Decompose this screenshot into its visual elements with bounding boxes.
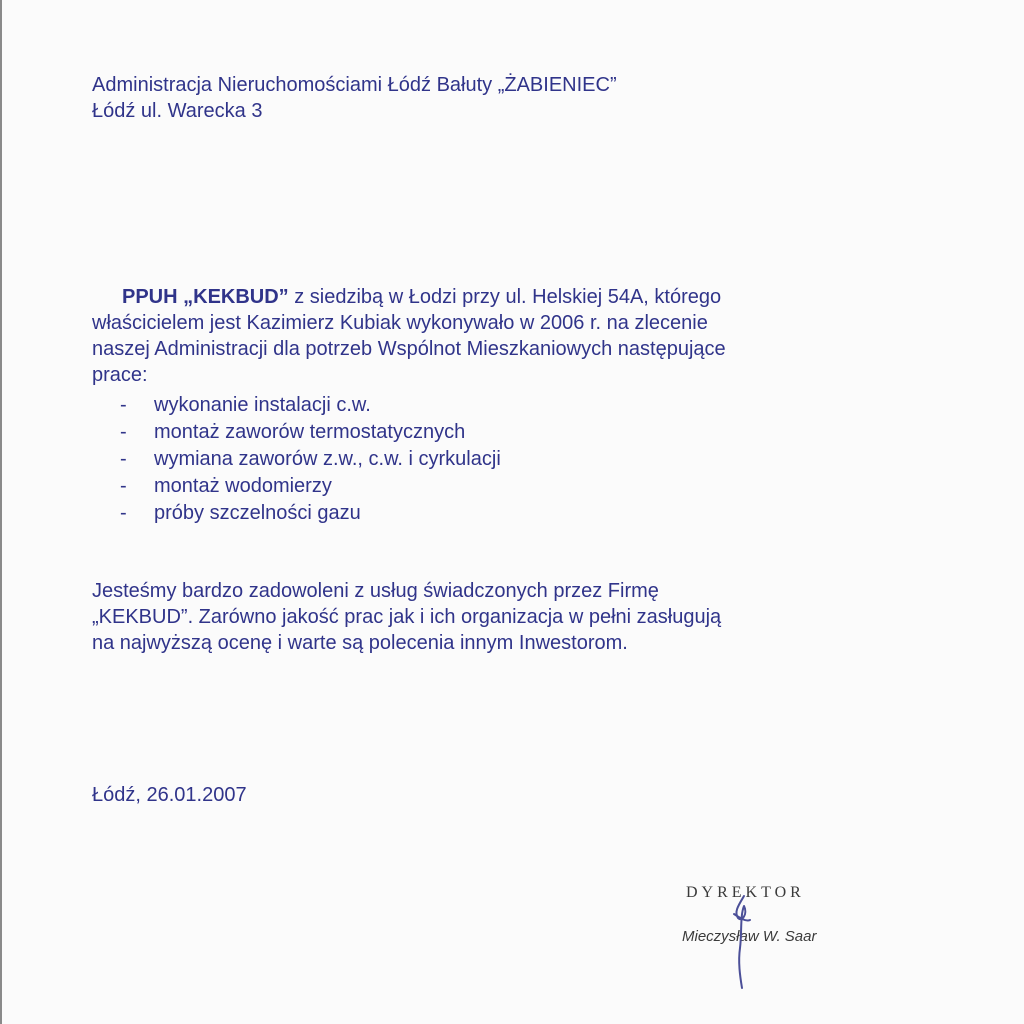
list-item-text: wymiana zaworów z.w., c.w. i cyrkulacji [154,448,501,470]
handwritten-signature [720,892,760,990]
list-dash: - [120,475,127,497]
works-list [120,392,501,527]
organization-address: Łódź ul. Warecka 3 [92,100,263,122]
director-name: Mieczysław W. Saar [682,928,817,945]
organization-name: Administracja Nieruchomościami Łódź Bałuty „ŻABIENIEC” [92,74,617,96]
list-dash: - [120,394,127,416]
list-item [120,419,501,446]
director-title: DYREKTOR [686,884,805,901]
list-dash: - [120,502,127,524]
paragraph-line-1-text: z siedzibą w Łodzi przy ul. Helskiej 54A, którego [288,286,722,308]
signature-stroke [734,896,750,988]
letter-date: Łódź, 26.01.2007 [92,784,247,806]
reference-paragraph [92,284,726,388]
list-item-text: próby szczelności gazu [154,502,361,524]
list-item-text: montaż zaworów termostatycznych [154,421,466,443]
paragraph-line-4: prace: [92,364,148,386]
paragraph-line-2: właścicielem jest Kazimierz Kubiak wykonywało w 2006 r. na zlecenie [92,312,708,334]
list-dash: - [120,421,127,443]
list-item-text: wykonanie instalacji c.w. [154,394,371,416]
closing-paragraph [92,578,721,656]
letter-header [92,72,617,124]
list-dash: - [120,448,127,470]
list-item [120,446,501,473]
closing-line-1: Jesteśmy bardzo zadowoleni z usług świadczonych przez Firmę [92,580,659,602]
paragraph-line-1 [92,284,726,310]
list-item [120,500,501,527]
closing-line-2: „KEKBUD”. Zarówno jakość prac jak i ich organizacja w pełni zasługują [92,606,722,628]
list-item-text: montaż wodomierzy [154,475,332,497]
paragraph-line-3: naszej Administracji dla potrzeb Wspólnot Mieszkaniowych następujące [92,338,726,360]
page-edge-shadow [0,0,2,1024]
company-name: PPUH „KEKBUD” [122,286,289,308]
list-item [120,473,501,500]
closing-line-3: na najwyższą ocenę i warte są polecenia innym Inwestorom. [92,632,628,654]
list-item [120,392,501,419]
